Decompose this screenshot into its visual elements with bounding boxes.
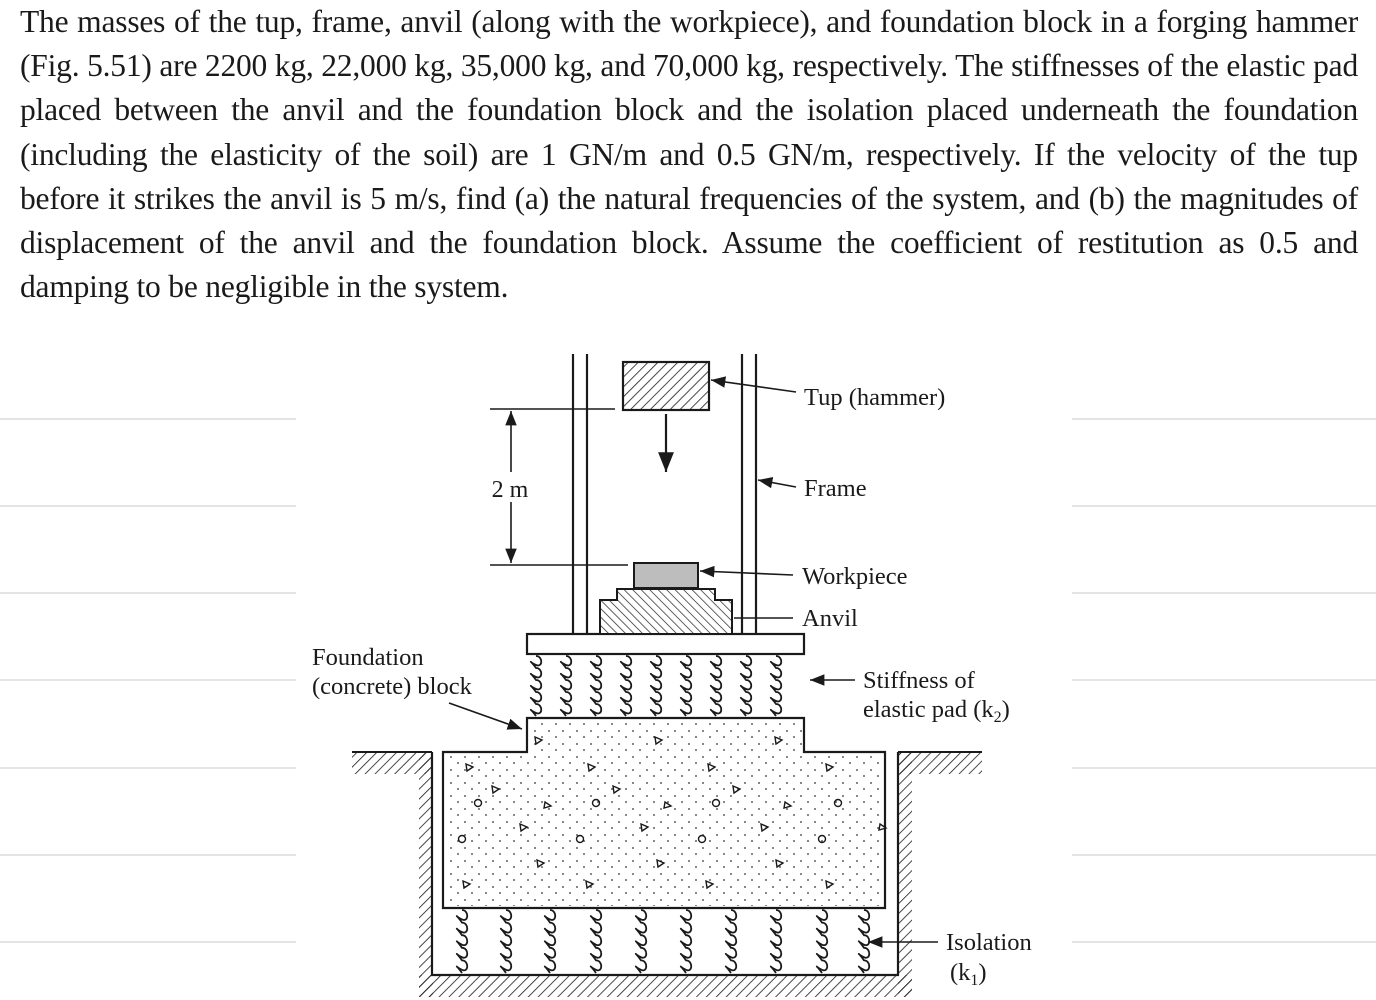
isolation-spring: [501, 910, 512, 973]
label-stiffness-main: elastic pad (k: [863, 696, 994, 723]
label-isolation-line1: Isolation: [946, 929, 1032, 956]
label-tup: Tup (hammer): [804, 384, 946, 411]
elastic-pad-spring: [711, 656, 722, 716]
elastic-pad-spring: [591, 656, 602, 716]
isolation-springs: [457, 910, 870, 973]
frame-base-plate: [527, 634, 804, 654]
dimension-label: 2 m: [491, 477, 529, 503]
elastic-pad-springs: [531, 656, 782, 716]
elastic-pad-spring: [741, 656, 752, 716]
isolation-spring: [636, 910, 647, 973]
label-stiffness-sub: 2: [993, 709, 1002, 726]
label-stiffness-line2: [863, 696, 1010, 726]
isolation-spring: [817, 910, 828, 973]
isolation-spring: [771, 910, 782, 973]
label-isolation-sub: 1: [970, 972, 979, 989]
isolation-spring: [681, 910, 692, 973]
label-isolation-main: (k: [950, 959, 971, 986]
label-foundation-line1: Foundation: [312, 644, 424, 671]
anvil: [600, 589, 732, 634]
isolation-spring: [545, 910, 556, 973]
label-stiffness-close: ): [1001, 696, 1010, 723]
elastic-pad-spring: [621, 656, 632, 716]
problem-statement: The masses of the tup, frame, anvil (along with the workpiece), and foundation block in a forging hammer (Fig. 5.51) are 2200 kg, 22,000 kg, 35,000 kg, and 70,000 kg, respectively. The stiffnesses of the elastic pad placed between the anvil and the foundation block and the isolation placed underneath the foundation (including the elasticity of the soil) are 1 GN/m and 0.5 GN/m, respectively. If the velocity of the tup before it strikes the anvil is 5 m/s, find (a) the natural frequencies of the system, and (b) the magnitudes of displacement of the anvil and the foundation block. Assume the coefficient of restitution as 0.5 and damping to be negligible in the system.: [20, 4, 1358, 305]
label-stiffness-line1: Stiffness of: [863, 667, 975, 694]
foundation-block: [443, 718, 886, 908]
label-isolation-close: ): [978, 959, 987, 986]
isolation-spring: [591, 910, 602, 973]
label-frame: Frame: [804, 475, 867, 502]
isolation-spring: [457, 910, 468, 973]
elastic-pad-spring: [681, 656, 692, 716]
elastic-pad-spring: [771, 656, 782, 716]
tup: [623, 362, 709, 410]
isolation-spring: [726, 910, 737, 973]
label-anvil: Anvil: [802, 605, 858, 632]
isolation-spring: [859, 910, 870, 973]
label-isolation-line2: [950, 959, 987, 989]
elastic-pad-spring: [561, 656, 572, 716]
label-foundation-line2: (concrete) block: [312, 673, 472, 700]
workpiece: [634, 563, 698, 588]
label-workpiece: Workpiece: [802, 563, 908, 590]
elastic-pad-spring: [651, 656, 662, 716]
elastic-pad-spring: [531, 656, 542, 716]
